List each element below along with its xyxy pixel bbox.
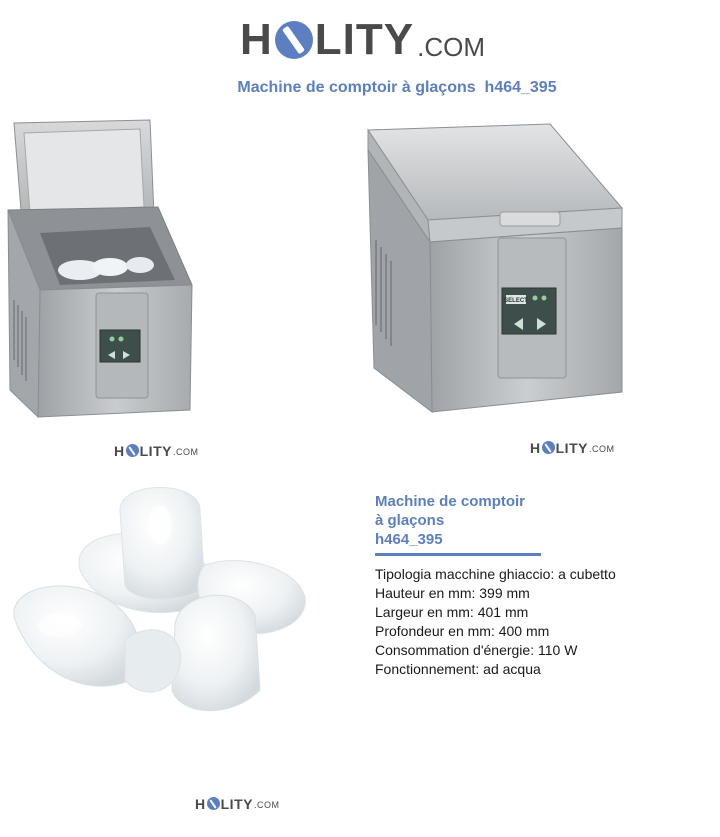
product-title-line3: h464_395 [375, 531, 443, 548]
logo-o-icon [126, 444, 139, 457]
holity-logo-small-bottom[interactable] [195, 797, 279, 811]
logo-letter-h: H [240, 15, 273, 64]
holity-logo-small-left[interactable] [114, 444, 198, 458]
page-subtitle: Machine de comptoir à glaçons h464_395 [237, 79, 557, 96]
logo-o-icon [275, 21, 313, 59]
product-title-line1: Machine de comptoir [375, 493, 526, 510]
ice-machine-open-image [0, 115, 200, 420]
logo-dotcom: .COM [588, 444, 615, 454]
logo-dotcom: .COM [417, 32, 485, 62]
logo-o-icon [207, 797, 220, 810]
ice-cubes-image [0, 480, 320, 725]
logo-dotcom: .COM [253, 800, 280, 810]
product-specs-list [375, 565, 616, 679]
logo-letters-lity: LITY [314, 15, 415, 64]
logo-dotcom: .COM [172, 447, 199, 457]
spec-item: Consommation d'énergie: 110 W [375, 642, 578, 658]
logo-letters-lity: LITY [220, 796, 253, 812]
holity-logo[interactable] [240, 15, 485, 64]
spec-item: Fonctionnement: ad acqua [375, 661, 541, 677]
title-divider [375, 553, 541, 556]
logo-letters-lity: LITY [555, 440, 588, 456]
spec-item: Tipologia macchine ghiaccio: a cubetto [375, 566, 616, 582]
holity-logo-small-right[interactable] [530, 441, 614, 455]
logo-letter-h: H [530, 440, 541, 456]
product-title-line2: à glaçons [375, 512, 445, 529]
spec-item: Profondeur en mm: 400 mm [375, 623, 550, 639]
select-panel-label: SELECT [504, 298, 528, 304]
spec-item: Largeur en mm: 401 mm [375, 604, 529, 620]
spec-item: Hauteur en mm: 399 mm [375, 585, 530, 601]
logo-letter-h: H [114, 443, 125, 459]
logo-o-icon [542, 441, 555, 454]
logo-letters-lity: LITY [139, 443, 172, 459]
ice-machine-closed-image [360, 120, 630, 420]
product-title [375, 492, 595, 549]
logo-letter-h: H [195, 796, 206, 812]
